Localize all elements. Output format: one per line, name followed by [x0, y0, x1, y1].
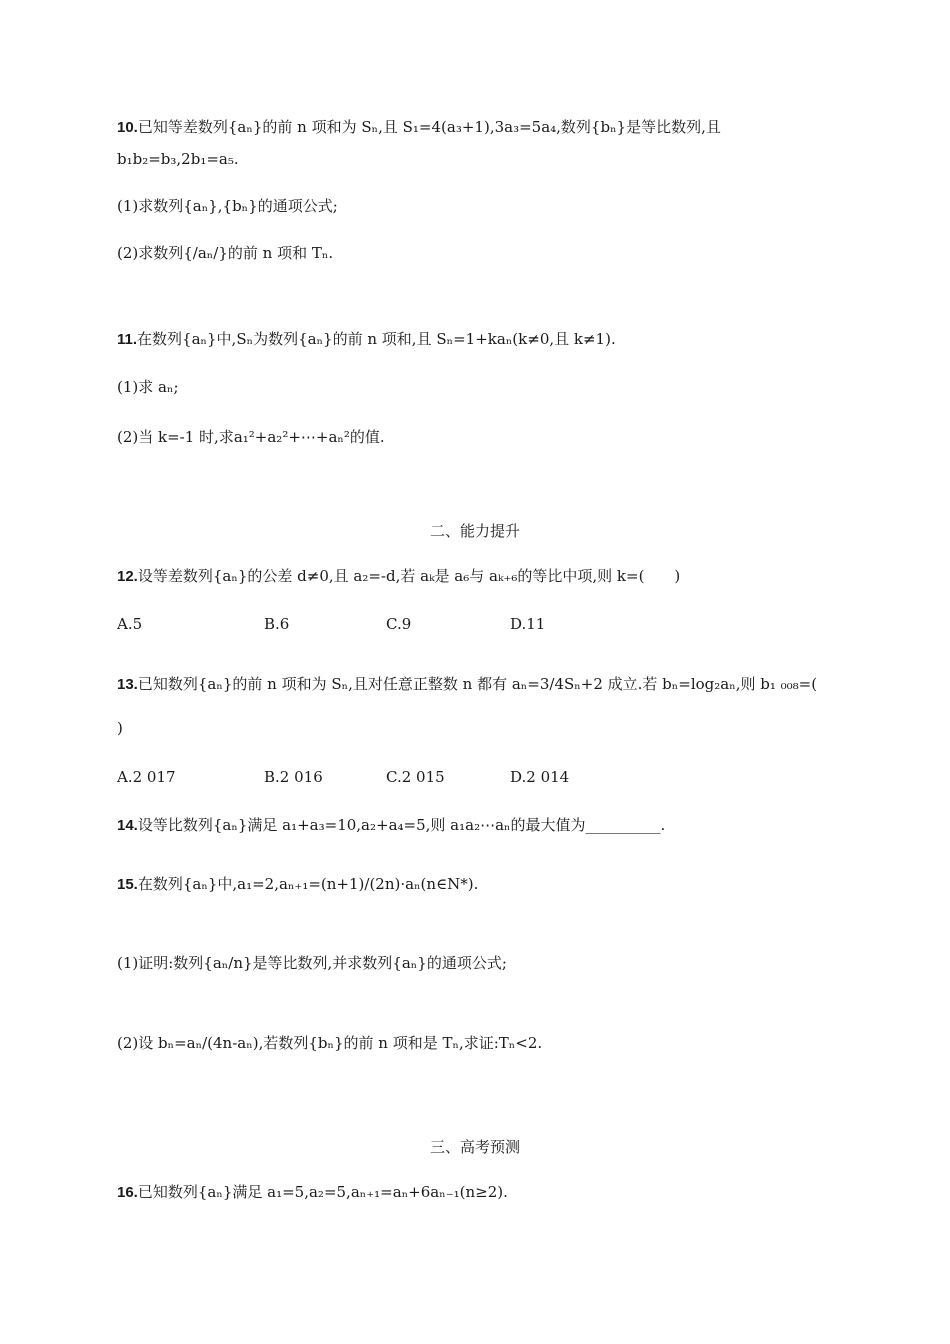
section-heading-exam-forecast: 三、高考预测	[429, 1138, 520, 1156]
problem-12-option-d: D.11	[510, 615, 546, 633]
problem-13-line-2: )	[117, 719, 123, 737]
problem-11-part-1: (1)求 aₙ;	[117, 378, 179, 396]
problem-13-option-b: B.2 016	[264, 768, 323, 786]
problem-12-option-c: C.9	[386, 615, 412, 633]
problem-10-number: 10.	[117, 119, 138, 136]
problem-14-line-1	[117, 815, 665, 836]
problem-11-number: 11.	[117, 331, 138, 348]
problem-13-number: 13.	[117, 676, 138, 693]
problem-13-text: 已知数列{aₙ}的前 n 项和为 Sₙ,且对任意正整数 n 都有 aₙ=3/4Sₙ+2 成立.若 bₙ=log₂aₙ,则 b₁ ₀₀₈=(	[137, 675, 818, 693]
problem-10-part-1: (1)求数列{aₙ},{bₙ}的通项公式;	[117, 197, 338, 215]
problem-14-text: 设等比数列{aₙ}满足 a₁+a₃=10,a₂+a₄=5,则 a₁a₂⋯aₙ的最大值为__________.	[137, 816, 666, 834]
problem-13-line-1	[117, 674, 817, 695]
problem-10-line-1	[117, 117, 721, 138]
problem-10-part-2: (2)求数列{/aₙ/}的前 n 项和 Tₙ.	[117, 244, 334, 262]
problem-13-option-a: A.2 017	[117, 768, 176, 786]
problem-10-line-2: b₁b₂=b₃,2b₁=a₅.	[117, 150, 239, 168]
problem-15-number: 15.	[117, 876, 138, 893]
problem-11-text: 在数列{aₙ}中,Sₙ为数列{aₙ}的前 n 项和,且 Sₙ=1+kaₙ(k≠0,且 k≠1).	[137, 330, 616, 348]
problem-12-number: 12.	[117, 568, 138, 585]
problem-13-option-d: D.2 014	[510, 768, 570, 786]
problem-12-text: 设等差数列{aₙ}的公差 d≠0,且 a₂=-d,若 aₖ是 a₆与 aₖ₊₆的等比中项,则 k=( )	[137, 567, 681, 585]
problem-11-part-2: (2)当 k=-1 时,求a₁²+a₂²+⋯+aₙ²的值.	[117, 428, 385, 446]
section-heading-ability: 二、能力提升	[429, 522, 520, 540]
problem-12-line-1	[117, 566, 680, 587]
problem-16-text: 已知数列{aₙ}满足 a₁=5,a₂=5,aₙ₊₁=aₙ+6aₙ₋₁(n≥2).	[137, 1183, 508, 1201]
problem-10-text: 已知等差数列{aₙ}的前 n 项和为 Sₙ,且 S₁=4(a₃+1),3a₃=5a₄,数列{bₙ}是等比数列,且	[137, 118, 721, 136]
problem-16-number: 16.	[117, 1184, 138, 1201]
problem-12-option-b: B.6	[264, 615, 290, 633]
problem-15-text: 在数列{aₙ}中,a₁=2,aₙ₊₁=(n+1)/(2n)·aₙ(n∈N*).	[137, 875, 479, 893]
problem-12-option-a: A.5	[117, 615, 143, 633]
problem-15-part-2: (2)设 bₙ=aₙ/(4n-aₙ),若数列{bₙ}的前 n 项和是 Tₙ,求证:Tₙ<2.	[117, 1034, 543, 1052]
problem-16-line-1	[117, 1182, 508, 1203]
problem-11-line-1	[117, 329, 616, 350]
problem-15-line-1	[117, 874, 478, 895]
problem-14-number: 14.	[117, 817, 138, 834]
problem-15-part-1: (1)证明:数列{aₙ/n}是等比数列,并求数列{aₙ}的通项公式;	[117, 954, 507, 972]
problem-13-option-c: C.2 015	[386, 768, 445, 786]
